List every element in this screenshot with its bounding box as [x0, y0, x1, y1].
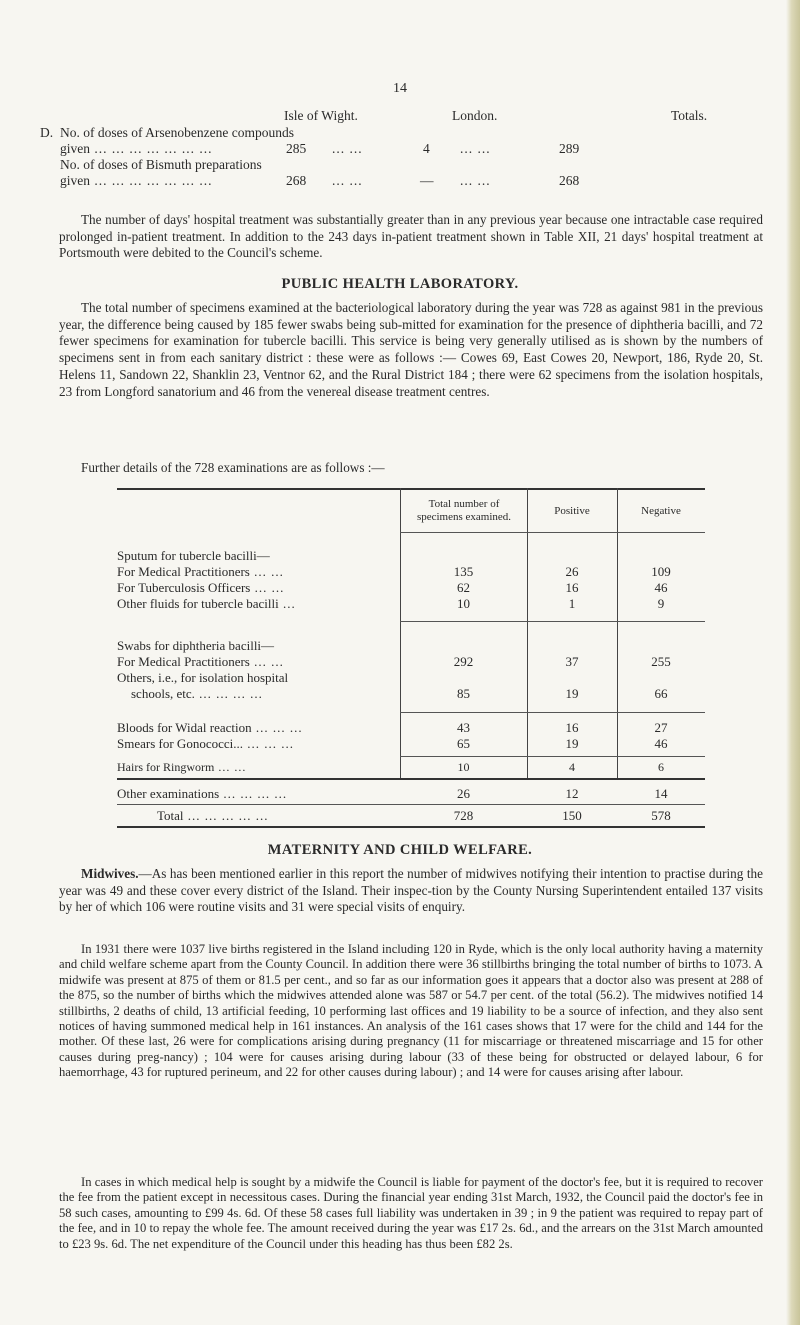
- row-label-cont: schools, etc.: [131, 686, 195, 701]
- fees-paragraph: In cases in which medical help is sought by a midwife the Council is liable for payment of the doctor's fee, but it is required to recover the fee from the patient except in necessitous cases. During the financial year ending 31st March, 1932, the Council paid the doctor's fee in 58 such cases, amounting to £99 4s. 6d. Of these 58 cases full liability was undertaken in 39 ; in 9 the patient was required to repay part of the fee, and in 10 to repay the whole fee. The amount received during the year was £17 2s. 6d., and the arrears on the 31st March amounted to £23 9s. 6d. The net expenditure of the Council under this heading has thus been £82 2s.: [59, 1175, 763, 1251]
- group-sputum-title: Sputum for tubercle bacilli—: [117, 548, 270, 563]
- dose-row-1-totals: 289: [559, 141, 580, 156]
- row-total: 26: [457, 786, 470, 801]
- row-total: 135: [453, 564, 474, 579]
- dose-row-1-london: 4: [423, 141, 430, 156]
- row-positive: 19: [565, 686, 579, 701]
- total-label: Total: [157, 808, 184, 823]
- row-label: Bloods for Widal reaction: [117, 720, 252, 735]
- row-total: 65: [457, 736, 470, 751]
- dose-row-1-isle: 285: [286, 141, 307, 156]
- row-total: 85: [457, 686, 470, 701]
- midwives-paragraph: [59, 866, 763, 916]
- row-negative: 6: [658, 760, 664, 774]
- dose-header-totals: Totals.: [671, 108, 708, 123]
- row-label: Other fluids for tubercle bacilli: [117, 596, 279, 611]
- row-positive: 26: [565, 564, 579, 579]
- dose-row-2-totals: 268: [559, 173, 580, 188]
- dose-section-label: D.: [40, 125, 54, 140]
- total-specimens: 728: [453, 808, 474, 823]
- table-bottom-rule: [117, 778, 705, 780]
- row-label: For Medical Practitioners: [117, 564, 250, 579]
- lab-heading: PUBLIC HEALTH LABORATORY.: [281, 276, 519, 292]
- total-positive: 150: [562, 808, 582, 823]
- total-negative: 578: [651, 808, 671, 823]
- row-positive: 16: [565, 720, 579, 735]
- group-swabs-title: Swabs for diphtheria bacilli—: [117, 638, 275, 653]
- row-label: Smears for Gonococci...: [117, 736, 243, 751]
- group-rule: [400, 621, 705, 622]
- row-negative: 109: [651, 564, 671, 579]
- hospital-paragraph: The number of days' hospital treatment was substantially greater than in any previous year because one intractable case required prolonged in-patient treatment. In addition to the 243 days in-patient treatment shown in Table XII, 21 days' hospital treatment at Portsmouth were debited to the Council's scheme.: [59, 212, 763, 261]
- row-negative: 27: [654, 720, 668, 735]
- row-total: 292: [453, 654, 474, 669]
- row-negative: 9: [657, 596, 665, 611]
- dose-row-2-line2: given: [60, 173, 90, 188]
- header-negative: Negative: [641, 505, 681, 517]
- row-label: Others, i.e., for isolation hospital: [117, 670, 289, 685]
- midwives-text: —As has been mentioned earlier in this report the number of midwives notifying their intention to practise during the year was 49 and these cover every district of the Island. Their inspec-tion by the County Nursing Superintendent entailed 137 visits by her of which 106 were routine visits and 31 were special visits of enquiry.: [59, 866, 763, 915]
- page-number: 14: [393, 81, 407, 96]
- dose-table: Isle of Wight. London. Totals. D. No. of doses of Arsenobenzene compounds given ... ... ... ... ... ... ... 285 ... ... 4 ... ... 289 No. of doses of Bismuth preparations given ... ... ... ... ... ... ... 268 ... ... — ... ... 268: [40, 108, 708, 188]
- maternity-heading: MATERNITY AND CHILD WELFARE.: [267, 842, 533, 858]
- row-total: 10: [457, 596, 470, 611]
- row-negative: 14: [654, 786, 668, 801]
- dose-header-london: London.: [452, 108, 498, 123]
- row-negative: 46: [654, 736, 668, 751]
- row-positive: 16: [565, 580, 579, 595]
- page-edge-shadow: [786, 0, 800, 1325]
- row-label: Other examinations: [117, 786, 220, 801]
- total-bottom-rule: [117, 826, 705, 828]
- further-paragraph: Further details of the 728 examinations are as follows :—: [81, 460, 385, 475]
- row-positive: 19: [565, 736, 579, 751]
- lab-results-table: Total number of specimens examined. Positive Negative Sputum for tubercle bacilli— For Medical Practitioners ... ... 135 26 109 For Tuberculosis Officers ... ... 62 16 46 Other fluids for tubercle bacilli ... 10 1 9 Swabs for diphtheria bacilli— For Medical Practitioners ... ... 292 37 255 Others, i.e., for isolation hospital schools, etc. ... ... ... ... 85 19 66 Bloods for Widal reaction ... ... ... 43 16 27 Smears for Gonococci... ... ... ... 65 19 46 Hairs for Ringworm ... ... 10 4 6: [117, 488, 705, 781]
- header-rule: [400, 532, 705, 533]
- dose-row-2-london: —: [420, 173, 434, 188]
- row-label: For Medical Practitioners: [117, 654, 250, 669]
- row-label: Hairs for Ringworm: [117, 760, 215, 774]
- row-positive: 37: [565, 654, 579, 669]
- dose-header-isle: Isle of Wight.: [284, 108, 358, 123]
- group-rule: [400, 712, 705, 713]
- births-paragraph: In 1931 there were 1037 live births registered in the Island including 120 in Ryde, which is the only local authority having a maternity and child welfare scheme apart from the County Council. In addition there were 36 stillbirths bringing the total number of births to 1073. A midwife was present at 875 of them or 81.5 per cent., and so far as our information goes it appears that a doctor also was present at 288 of the 875, so the number of births which the midwives attended alone was 587 or 54.7 per cent. of the total (56.2). The midwives notified 14 stillbirths, 2 deaths of child, 13 artificial feeding, 10 performing last offices and 19 liability to be a source of infection, and they also sent notices of having summoned medical help in 161 instances. An analysis of the 161 cases shows that 17 were for the child and 144 for the mother. Of these last, 26 were for complications arising during pregnancy (11 for miscarriage or threatened miscarriage and 15 for other causes during preg-nancy) ; 104 were for causes arising during labour (33 of these being for obstructed or delayed labour, 6 for haemorrhage, 43 for ruptured perineum, and 22 for other causes during labour) ; and 14 were for causes arising after labour.: [59, 942, 763, 1080]
- row-negative: 255: [651, 654, 671, 669]
- lab-paragraph: The total number of specimens examined at the bacteriological laboratory during the year was 728 as against 981 in the previous year, the difference being caused by 185 fewer swabs being sub-mitted for examination for the presence of diphtheria bacilli, and 72 fewer specimens for examination for tubercle bacilli. This service is being very generally utilised as is shown by the numbers of specimens sent in from each sanitary district : these were as follows :— Cowes 69, East Cowes 20, Newport, 186, Ryde 20, St. Helens 11, Sandown 22, Shanklin 23, Ventnor 62, and the Rural District 184 ; there were 62 specimens from the isolation hospitals, 23 from Longford sanatorium and 46 from the venereal disease treatment centres.: [59, 300, 763, 399]
- header-total-specimens: Total number of specimens examined.: [416, 498, 512, 523]
- group-rule: [400, 756, 705, 757]
- row-negative: 46: [654, 580, 668, 595]
- dose-row-2-isle: 268: [286, 173, 307, 188]
- dose-row-1-line1: No. of doses of Arsenobenzene compounds: [60, 125, 294, 140]
- row-label: For Tuberculosis Officers: [117, 580, 251, 595]
- row-positive: 12: [565, 786, 579, 801]
- header-positive: Positive: [554, 505, 590, 517]
- dose-row-2-line1: No. of doses of Bismuth preparations: [60, 157, 262, 172]
- row-total: 62: [457, 580, 470, 595]
- row-total: 10: [457, 760, 470, 774]
- dose-row-1-line2: given: [60, 141, 90, 156]
- midwives-lead: Midwives.: [81, 866, 139, 881]
- row-negative: 66: [654, 686, 668, 701]
- row-positive: 1: [568, 596, 576, 611]
- total-rule: [117, 804, 705, 805]
- row-positive: 4: [569, 760, 575, 774]
- row-total: 43: [457, 720, 470, 735]
